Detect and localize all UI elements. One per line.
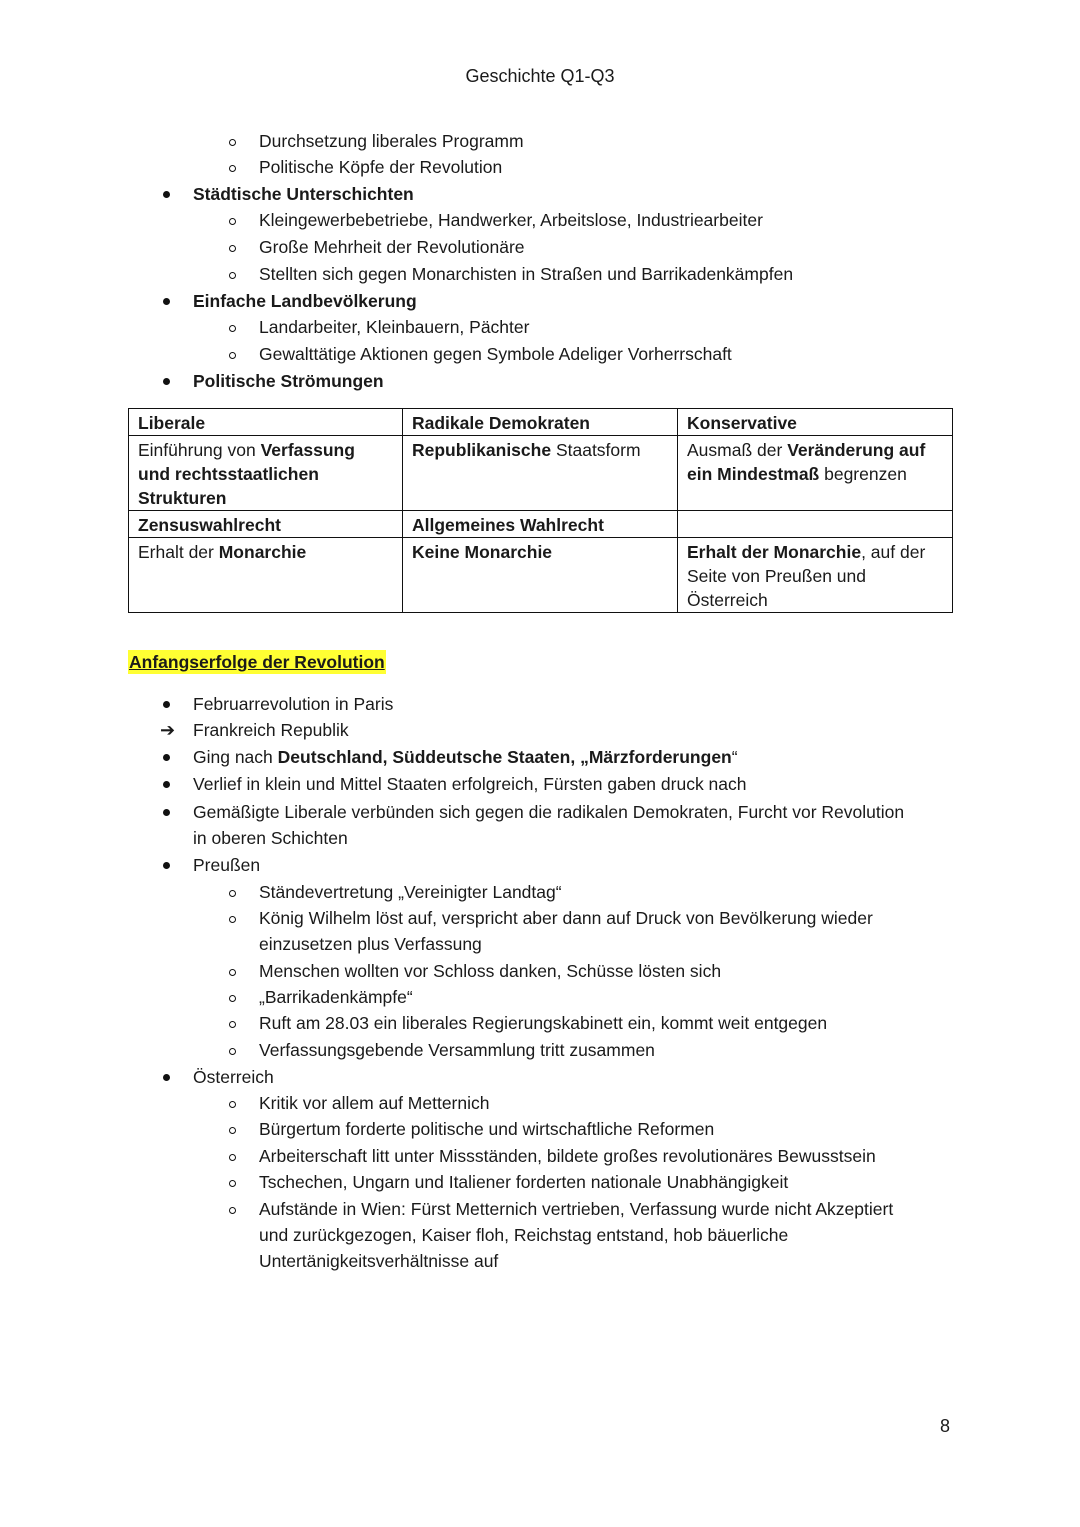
table-cell: Einführung von Verfassung und rechtsstaatlichen Strukturen: [129, 436, 403, 511]
table-cell: Allgemeines Wahlrecht: [403, 511, 678, 538]
bullet-icon: [163, 781, 170, 788]
circle-bullet-icon: [229, 1048, 236, 1055]
table-header-cell: Liberale: [129, 409, 403, 436]
circle-bullet-icon: [229, 995, 236, 1002]
circle-bullet-icon: [229, 1101, 236, 1108]
bullet-icon: [163, 191, 170, 198]
bullet-icon: [163, 1074, 170, 1081]
bullet-icon: [163, 809, 170, 816]
table-cell: Keine Monarchie: [403, 538, 678, 613]
circle-bullet-icon: [229, 1154, 236, 1161]
table-header-cell: Konservative: [678, 409, 953, 436]
circle-bullet-icon: [229, 245, 236, 252]
table-row: [129, 538, 953, 613]
circle-bullet-icon: [229, 165, 236, 172]
circle-bullet-icon: [229, 1180, 236, 1187]
table-cell: Erhalt der Monarchie, auf der Seite von Preußen und Österreich: [678, 538, 953, 613]
bullet-icon: [163, 298, 170, 305]
table-cell: [678, 511, 953, 538]
circle-bullet-icon: [229, 916, 236, 923]
table-cell: Republikanische Staatsform: [403, 436, 678, 511]
table-header-row: [129, 409, 953, 436]
bullet-icon: [163, 701, 170, 708]
circle-bullet-icon: [229, 890, 236, 897]
circle-bullet-icon: [229, 325, 236, 332]
table-row: [129, 436, 953, 511]
circle-bullet-icon: [229, 969, 236, 976]
section-heading: Anfangserfolge der Revolution: [129, 652, 385, 672]
page-number: 8: [940, 1416, 951, 1436]
political-currents-table: [128, 408, 953, 613]
circle-bullet-icon: [229, 1127, 236, 1134]
circle-bullet-icon: [229, 218, 236, 225]
circle-bullet-icon: [229, 1021, 236, 1028]
bullet-icon: [163, 862, 170, 869]
bullet-icon: [163, 378, 170, 385]
arrow-right-icon: ➔: [160, 720, 176, 740]
table-cell: Ausmaß der Veränderung auf ein Mindestmaß begrenzen: [678, 436, 953, 511]
table-header-cell: Radikale Demokraten: [403, 409, 678, 436]
table-cell: Erhalt der Monarchie: [129, 538, 403, 613]
bullet-icon: [163, 754, 170, 761]
circle-bullet-icon: [229, 352, 236, 359]
circle-bullet-icon: [229, 1207, 236, 1214]
table-row: [129, 511, 953, 538]
circle-bullet-icon: [229, 139, 236, 146]
table-cell: Zensuswahlrecht: [129, 511, 403, 538]
page-header: Geschichte Q1-Q3: [465, 66, 615, 86]
circle-bullet-icon: [229, 272, 236, 279]
